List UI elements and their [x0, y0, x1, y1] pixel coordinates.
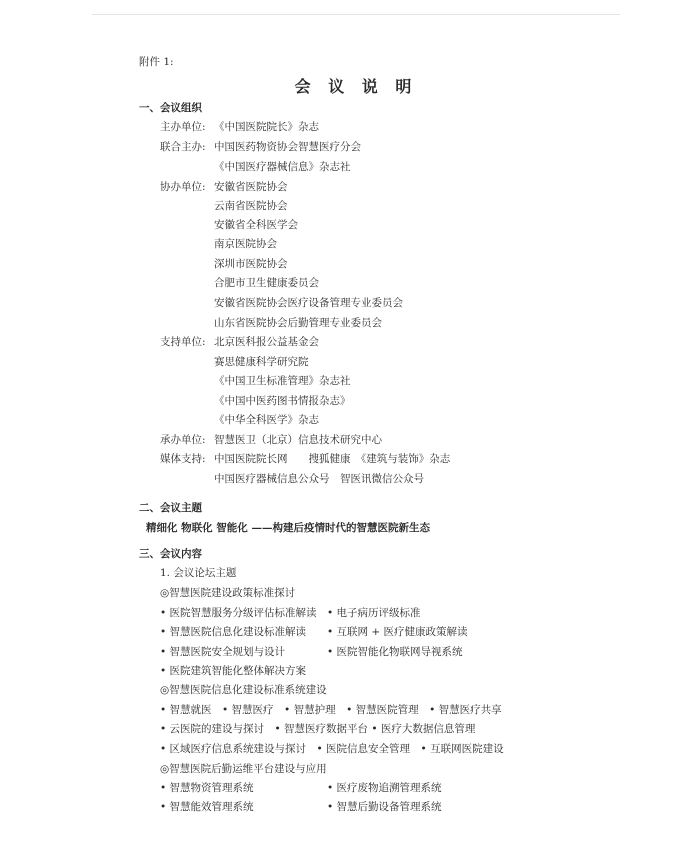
org-row-cohost — [160, 141, 361, 154]
content-line: • 智慧能效管理系统 • 智慧后勤设备管理系统 — [160, 801, 442, 813]
org-value: 《中国中医药图书情报杂志》 — [214, 395, 351, 407]
org-value: 《中华全科医学》杂志 — [214, 414, 319, 426]
org-row-host — [160, 121, 319, 134]
content-line: • 区域医疗信息系统建设与探讨 • 医院信息安全管理 • 互联网医院建设 — [160, 743, 504, 755]
org-value: 中国医疗器械信息公众号 智医讯微信公众号 — [214, 473, 424, 485]
org-label: 协办单位: — [160, 181, 206, 193]
content-line: • 智慧医院安全规划与设计 • 医院智能化物联网导视系统 — [160, 646, 463, 658]
org-value: 北京医科报公益基金会 — [214, 336, 319, 348]
org-value: 安徽省医院协会医疗设备管理专业委员会 — [214, 297, 403, 309]
section-heading-organization: 一、会议组织 — [139, 102, 202, 114]
content-line: • 医院智慧服务分级评估标准解读 • 电子病历评级标准 — [160, 607, 421, 619]
org-label: 承办单位: — [160, 434, 206, 446]
content-line: • 智慧医院信息化建设标准解读 • 互联网 + 医疗健康政策解读 — [160, 626, 468, 638]
org-value: 安徽省全科医学会 — [214, 219, 298, 231]
org-row-media — [160, 453, 450, 466]
content-line: • 智慧物资管理系统 • 医疗废物追溯管理系统 — [160, 782, 442, 794]
org-value: 山东省医院协会后勤管理专业委员会 — [214, 317, 382, 329]
org-label: 联合主办: — [160, 141, 206, 153]
content-line: ◎智慧医院信息化建设标准系统建设 — [160, 684, 327, 696]
attachment-label: 附件 1: — [139, 56, 174, 68]
section-heading-content: 三、会议内容 — [139, 548, 202, 560]
org-value: 《中国卫生标准管理》杂志社 — [214, 375, 351, 387]
org-value: 赛思健康科学研究院 — [214, 356, 309, 368]
content-line: • 智慧就医 • 智慧医疗 • 智慧护理 • 智慧医院管理 • 智慧医疗共享 — [160, 704, 502, 716]
content-line: • 云医院的建设与探讨 • 智慧医疗数据平台 • 医疗大数据信息管理 — [160, 723, 476, 735]
org-row-support — [160, 336, 319, 349]
section-heading-theme: 二、会议主题 — [139, 502, 202, 514]
org-value: 深圳市医院协会 — [214, 258, 288, 270]
theme-text: 精细化 物联化 智能化 ——构建后疫情时代的智慧医院新生态 — [146, 522, 430, 534]
content-line: ◎智慧医院后勤运维平台建设与应用 — [160, 763, 327, 775]
org-value: 中国医院院长网 搜狐健康 《建筑与装饰》杂志 — [214, 453, 451, 465]
content-line: ◎智慧医院建设政策标准探讨 — [160, 587, 296, 599]
forum-title: 1. 会议论坛主题 — [160, 567, 237, 579]
org-value: 中国医药物资协会智慧医疗分会 — [214, 141, 361, 153]
document-title: 会 议 说 明 — [294, 77, 418, 96]
org-value: 安徽省医院协会 — [214, 181, 288, 193]
org-label: 主办单位: — [160, 121, 206, 133]
org-value: 云南省医院协会 — [214, 200, 288, 212]
org-value: 合肥市卫生健康委员会 — [214, 277, 319, 289]
org-label: 支持单位: — [160, 336, 206, 348]
org-label: 媒体支持: — [160, 453, 206, 465]
org-value: 《中国医疗器械信息》杂志社 — [214, 161, 351, 173]
org-value: 智慧医卫（北京）信息技术研究中心 — [214, 434, 382, 446]
org-value: 《中国医院院长》杂志 — [214, 121, 319, 133]
content-line: • 医院建筑智能化整体解决方案 — [160, 665, 307, 677]
org-row-undertake — [160, 434, 382, 447]
org-row-assist — [160, 181, 288, 194]
org-value: 南京医院协会 — [214, 238, 277, 250]
